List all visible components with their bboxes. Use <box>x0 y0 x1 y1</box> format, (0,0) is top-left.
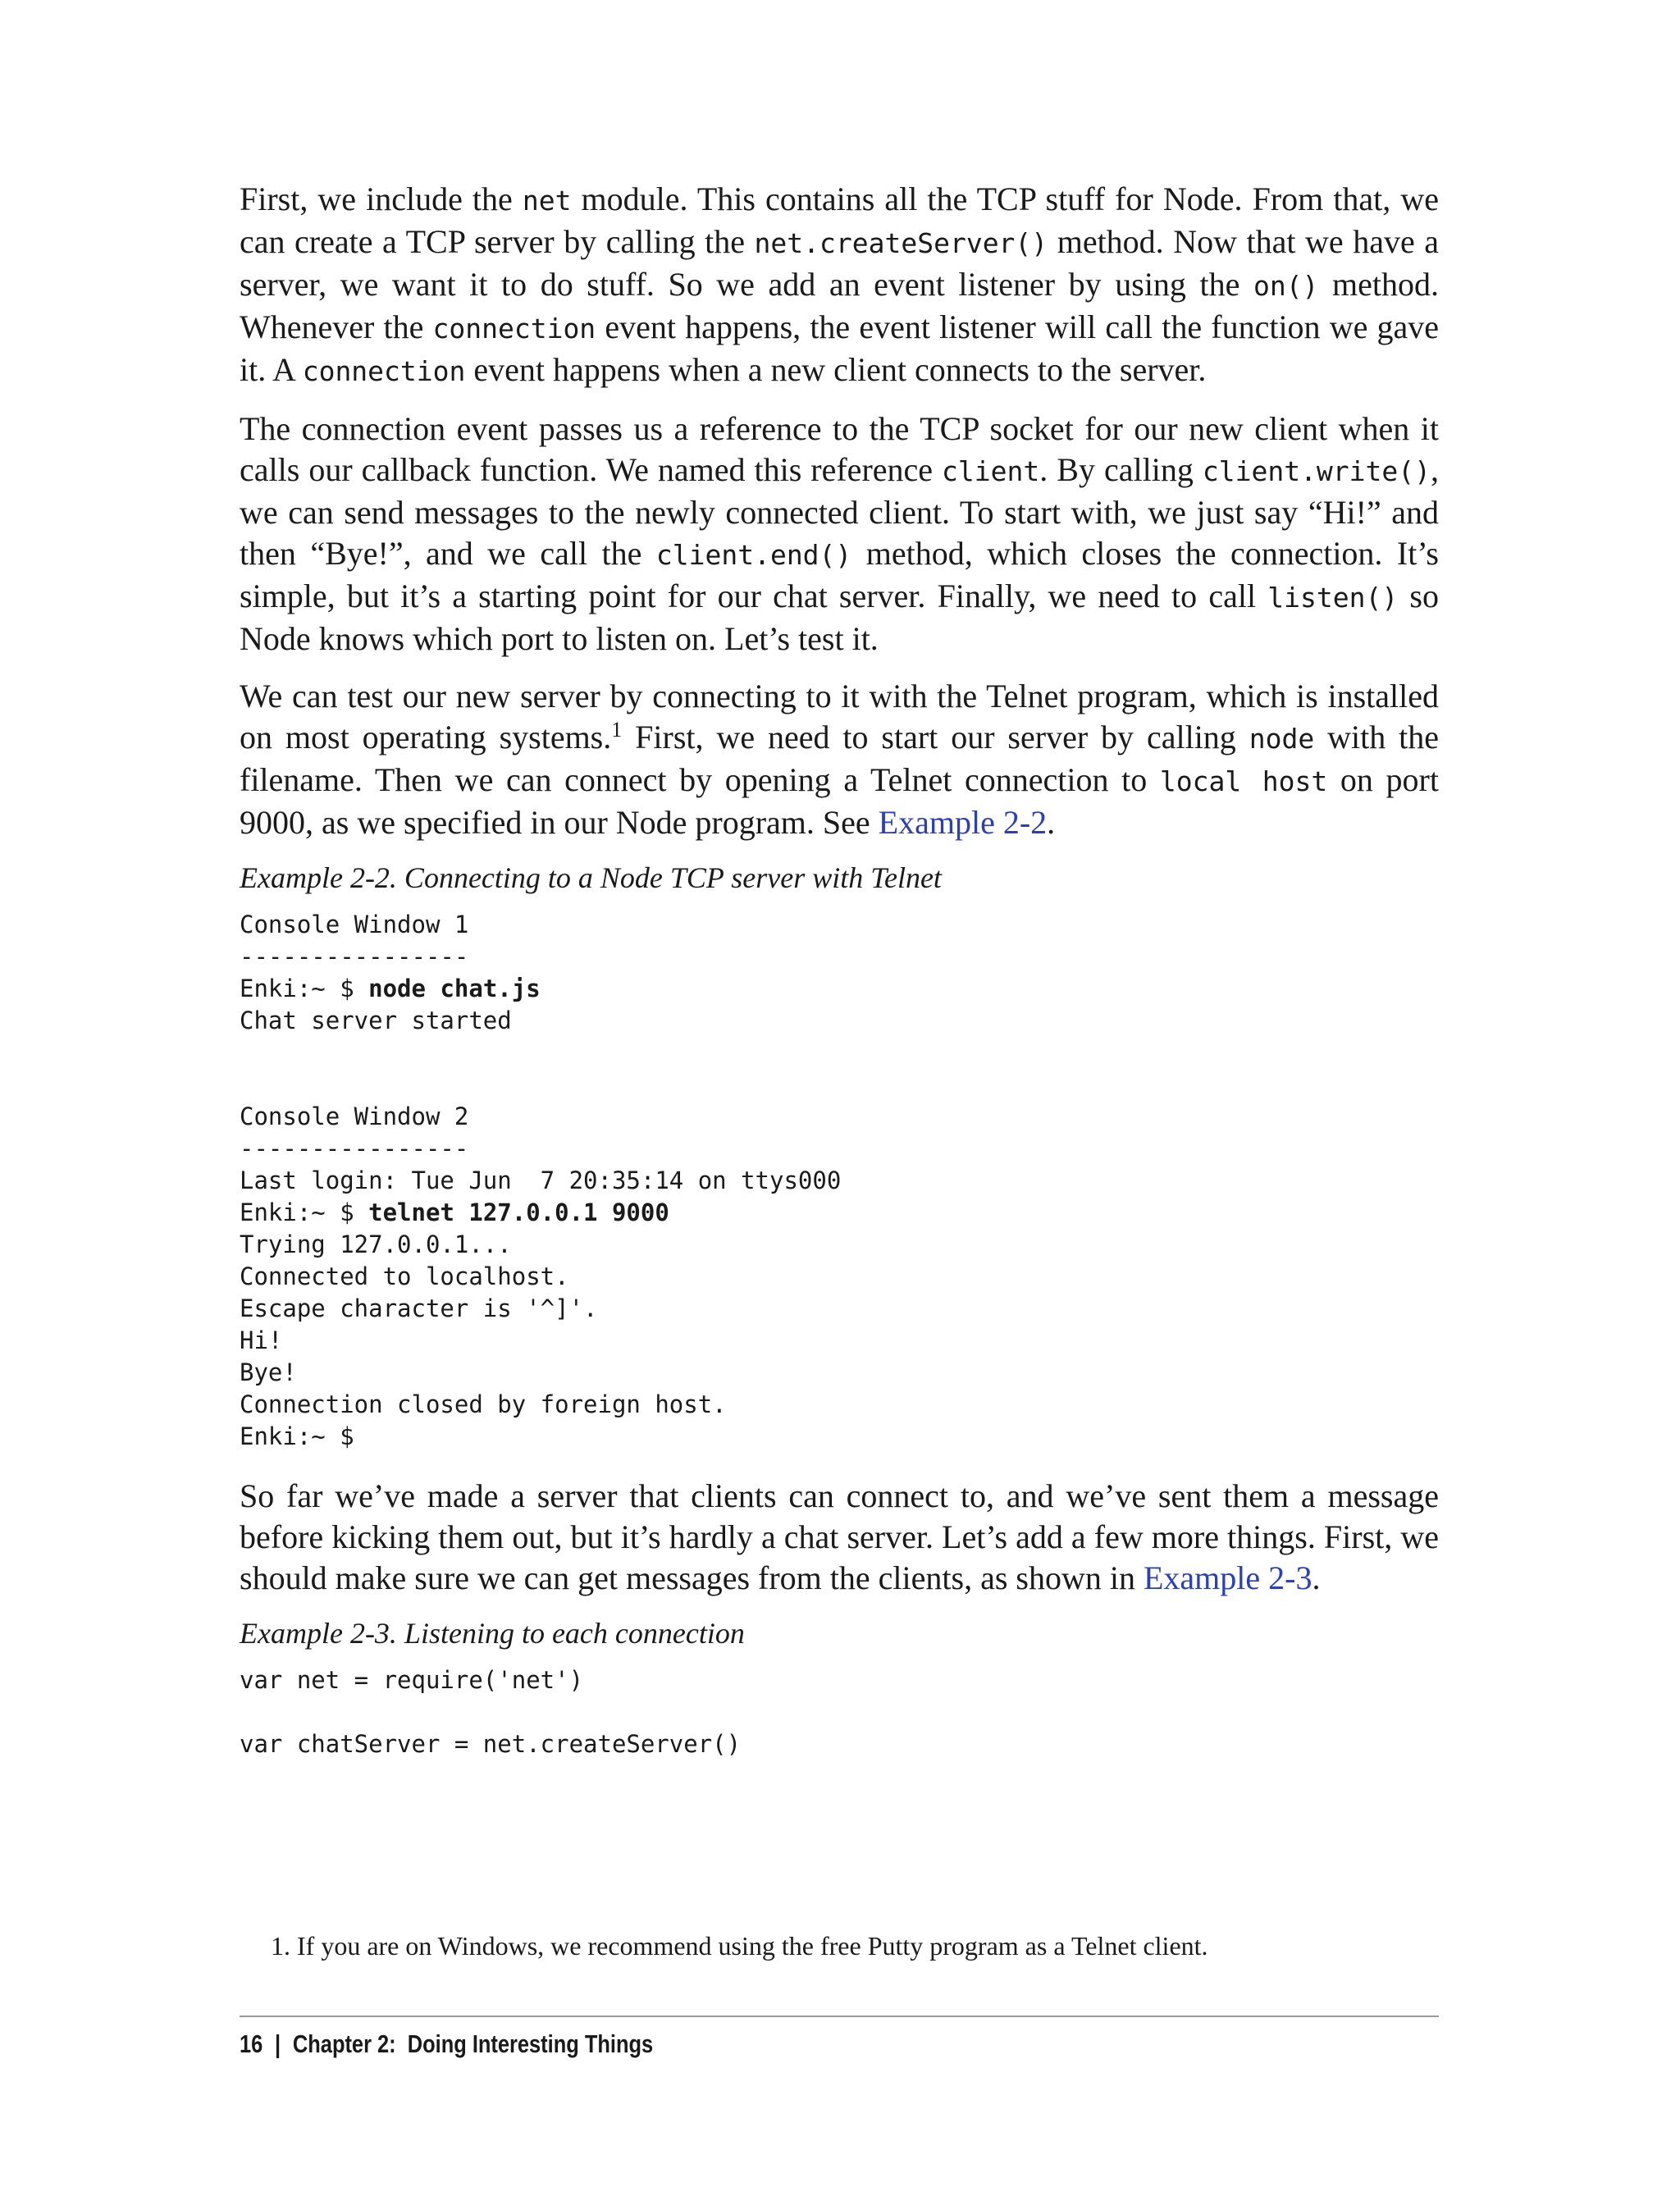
code-line: Connected to localhost. <box>240 1262 569 1290</box>
text-run: First, we need to start our server by calling <box>622 719 1249 756</box>
code-line: ---------------- <box>240 1134 469 1162</box>
code-line: var net = require('net') <box>240 1666 584 1694</box>
code-line: Connection closed by foreign host. <box>240 1390 727 1418</box>
example-2-2-caption: Example 2-2. Connecting to a Node TCP server with Telnet <box>240 861 942 894</box>
inline-code: client.end() <box>655 539 852 571</box>
code-line: Console Window 2 <box>240 1102 469 1130</box>
text-run: so Node knows which port to listen on. Let’s test it. <box>240 578 1439 657</box>
inline-code: net.createServer() <box>754 227 1048 259</box>
page-footer <box>240 2028 653 2061</box>
shell-command: telnet 127.0.0.1 9000 <box>368 1198 669 1226</box>
text-run: The connection event passes us a reference to the TCP socket for our new client when it calls our callback function. We named this reference <box>240 410 1439 488</box>
text-run: with the filename. Then we can connect by opening a Telnet connection to <box>240 719 1440 798</box>
shell-prompt: Enki:~ $ <box>240 1198 369 1226</box>
footer-divider <box>240 2016 1439 2017</box>
text-run: First, we include the <box>240 180 523 217</box>
code-line: Chat server started <box>240 1007 512 1034</box>
inline-code: local host <box>1159 765 1328 797</box>
example-2-3-link[interactable]: Example 2-3 <box>1143 1559 1312 1596</box>
footnote <box>271 1929 1208 1962</box>
text-run: method, which closes the connection. It’s simple, but it’s a starting point for our chat server. Finally, we need to call <box>240 535 1439 614</box>
code-line: Console Window 1 <box>240 911 469 938</box>
inline-code: client <box>942 455 1040 487</box>
shell-command: node chat.js <box>368 975 541 1002</box>
inline-code: client.write() <box>1202 455 1431 487</box>
inline-code: node <box>1249 723 1315 755</box>
text-run: . By calling <box>1039 451 1203 488</box>
code-line: Bye! <box>240 1358 297 1386</box>
shell-prompt: Enki:~ $ <box>240 975 369 1002</box>
text-run: , we can send messages to the newly connected client. To start with, we just say “Hi!” and then “Bye!”, and we call the <box>240 451 1440 572</box>
inline-code: connection <box>432 313 596 345</box>
paragraph-so-far <box>240 1476 1439 1599</box>
text-run: method. Now that we have a server, we want it to do stuff. So we add an event listener by using the <box>240 223 1439 303</box>
example-2-2-link[interactable]: Example 2-2 <box>878 804 1048 841</box>
text-run: module. This contains all the TCP stuff for Node. From that, we can create a TCP server by calling the <box>240 180 1439 260</box>
code-line: var chatServer = net.createServer() <box>240 1730 742 1758</box>
inline-code: connection <box>302 355 466 387</box>
code-line: Escape character is '^]'. <box>240 1294 598 1322</box>
text-run: . <box>1312 1559 1321 1596</box>
text-run: We can test our new server by connecting to it with the Telnet program, which is installed on most operating systems. <box>240 678 1439 756</box>
page-number: 16 <box>240 2029 263 2058</box>
example-2-3-caption: Example 2-3. Listening to each connection <box>240 1617 745 1650</box>
footnote-text: If you are on Windows, we recommend using the free Putty program as a Telnet client. <box>297 1931 1208 1961</box>
paragraph-net-module <box>240 179 1439 392</box>
footnote-marker[interactable]: 1 <box>611 718 623 742</box>
code-line: Hi! <box>240 1326 283 1354</box>
inline-code: listen() <box>1267 582 1399 614</box>
text-run: method. Whenever the <box>240 266 1439 345</box>
code-line: Last login: Tue Jun 7 20:35:14 on ttys000 <box>240 1166 842 1194</box>
text-run: on port 9000, as we specified in our Node program. See <box>240 761 1439 841</box>
inline-code: net <box>522 185 572 217</box>
inline-code: on() <box>1253 270 1319 302</box>
text-run: . <box>1047 804 1056 841</box>
paragraph-telnet-test <box>240 676 1439 843</box>
text-run: So far we’ve made a server that clients can connect to, and we’ve sent them a message before kicking them out, but it’s hardly a chat server. Let’s add a few more things. First, we should make sure we can get messages from the clients, as shown in <box>240 1477 1439 1596</box>
footer-separator: | <box>275 2029 281 2058</box>
text-run: event happens, the event listener will call the function we gave it. A <box>240 308 1439 388</box>
page-body <box>240 179 1439 1783</box>
example-2-2-listing <box>240 909 1439 1453</box>
chapter-title: Chapter 2: Doing Interesting Things <box>292 2029 654 2058</box>
code-line: ---------------- <box>240 943 469 970</box>
code-line: Trying 127.0.0.1... <box>240 1230 512 1258</box>
example-2-3-listing <box>240 1664 1439 1760</box>
paragraph-connection-event <box>240 409 1439 660</box>
code-line: Enki:~ $ <box>240 1422 354 1450</box>
text-run: event happens when a new client connects to the server. <box>465 351 1207 388</box>
footnote-number: 1. <box>271 1931 290 1961</box>
